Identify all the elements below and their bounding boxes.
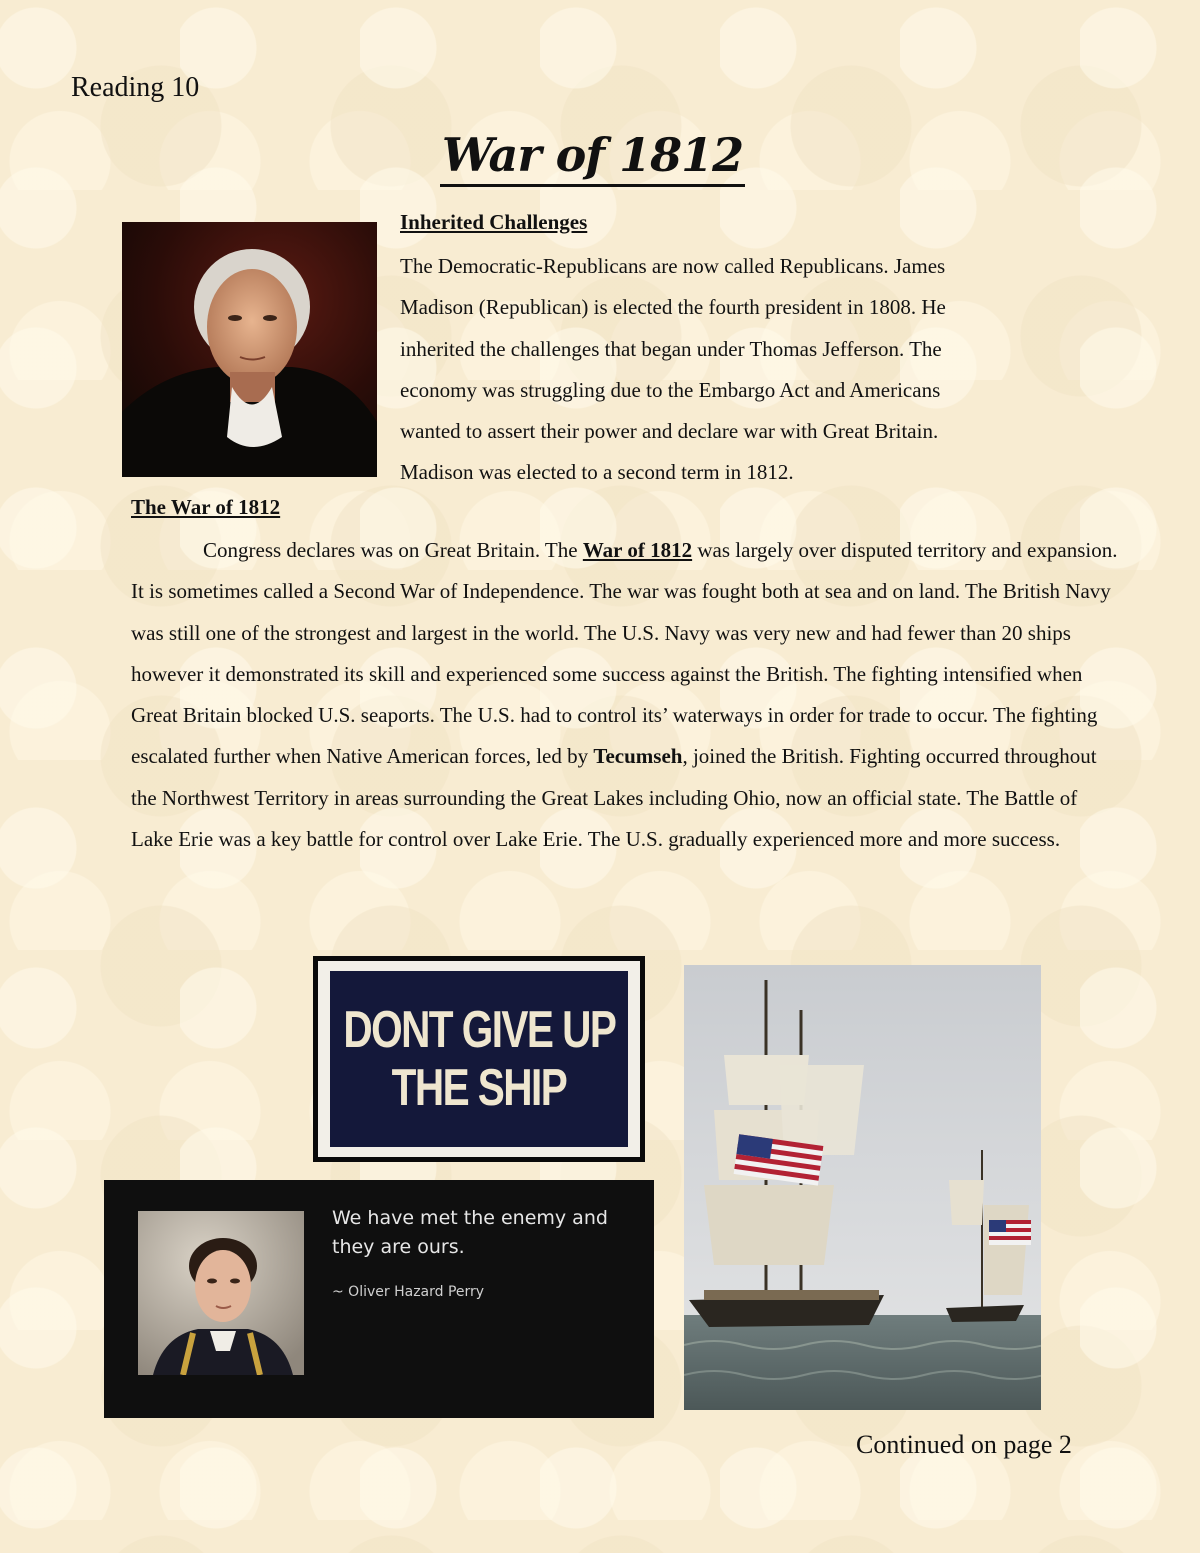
page-title: War of 1812 (440, 126, 745, 187)
flag-line-2: THE SHIP (391, 1059, 567, 1117)
perry-quote-card (104, 1180, 654, 1418)
paragraph-text: was largely over disputed territory and expansion. It is sometimes called a Second War of Independence. The war was fought both at sea and on land. The British Navy was still one of the strongest and largest in the world. The U.S. Navy was very new and had fewer than 20 ships however it demonstrated its skill and experienced some success against the British. The fighting intensified when Great Britain blocked U.S. seaports. The U.S. had to control its’ waterways in order for trade to occur. The fighting escalated further when Native American forces, led by (131, 538, 1118, 769)
text-line: economy was struggling due to the Embargo Act and Americans (400, 377, 941, 402)
inherited-challenges-heading: Inherited Challenges (400, 210, 588, 234)
war-of-1812-paragraph (131, 530, 1121, 860)
text-line: wanted to assert their power and declare war with Great Britain. (400, 419, 939, 444)
quote-text: We have met the enemy and they are ours. (332, 1207, 608, 1258)
quote-author: ~ Oliver Hazard Perry (332, 1284, 485, 1300)
text-line: Madison (Republican) is elected the fourth president in 1808. He (400, 295, 946, 320)
reading-label: Reading 10 (71, 72, 200, 103)
oliver-hazard-perry-portrait (138, 1211, 304, 1375)
inherited-challenges-text (400, 246, 1080, 494)
key-term: War of 1812 (582, 538, 693, 562)
dont-give-up-the-ship-flag (313, 956, 645, 1162)
continued-on-page-2: Continued on page 2 (856, 1430, 1072, 1459)
flag-line-1: DONT GIVE UP (342, 1001, 616, 1059)
tall-ships-photo (684, 965, 1041, 1410)
war-of-1812-heading: The War of 1812 (131, 495, 281, 519)
paragraph-text: Congress declares was on Great Britain. The (203, 538, 583, 562)
text-line: inherited the challenges that began under Thomas Jefferson. The (400, 336, 942, 361)
key-name: Tecumseh (593, 744, 683, 769)
james-madison-portrait (122, 222, 377, 477)
text-line: Madison was elected to a second term in 1812. (400, 460, 794, 485)
text-line: The Democratic-Republicans are now called Republicans. James (400, 254, 946, 278)
paragraph-text: , joined the British. Fighting occurred throughout the Northwest Territory in areas surrounding the Great Lakes including Ohio, now an official state. The Battle of Lake Erie was a key battle for control over Lake Erie. The U.S. gradually experienced more and more success. (131, 744, 1097, 852)
